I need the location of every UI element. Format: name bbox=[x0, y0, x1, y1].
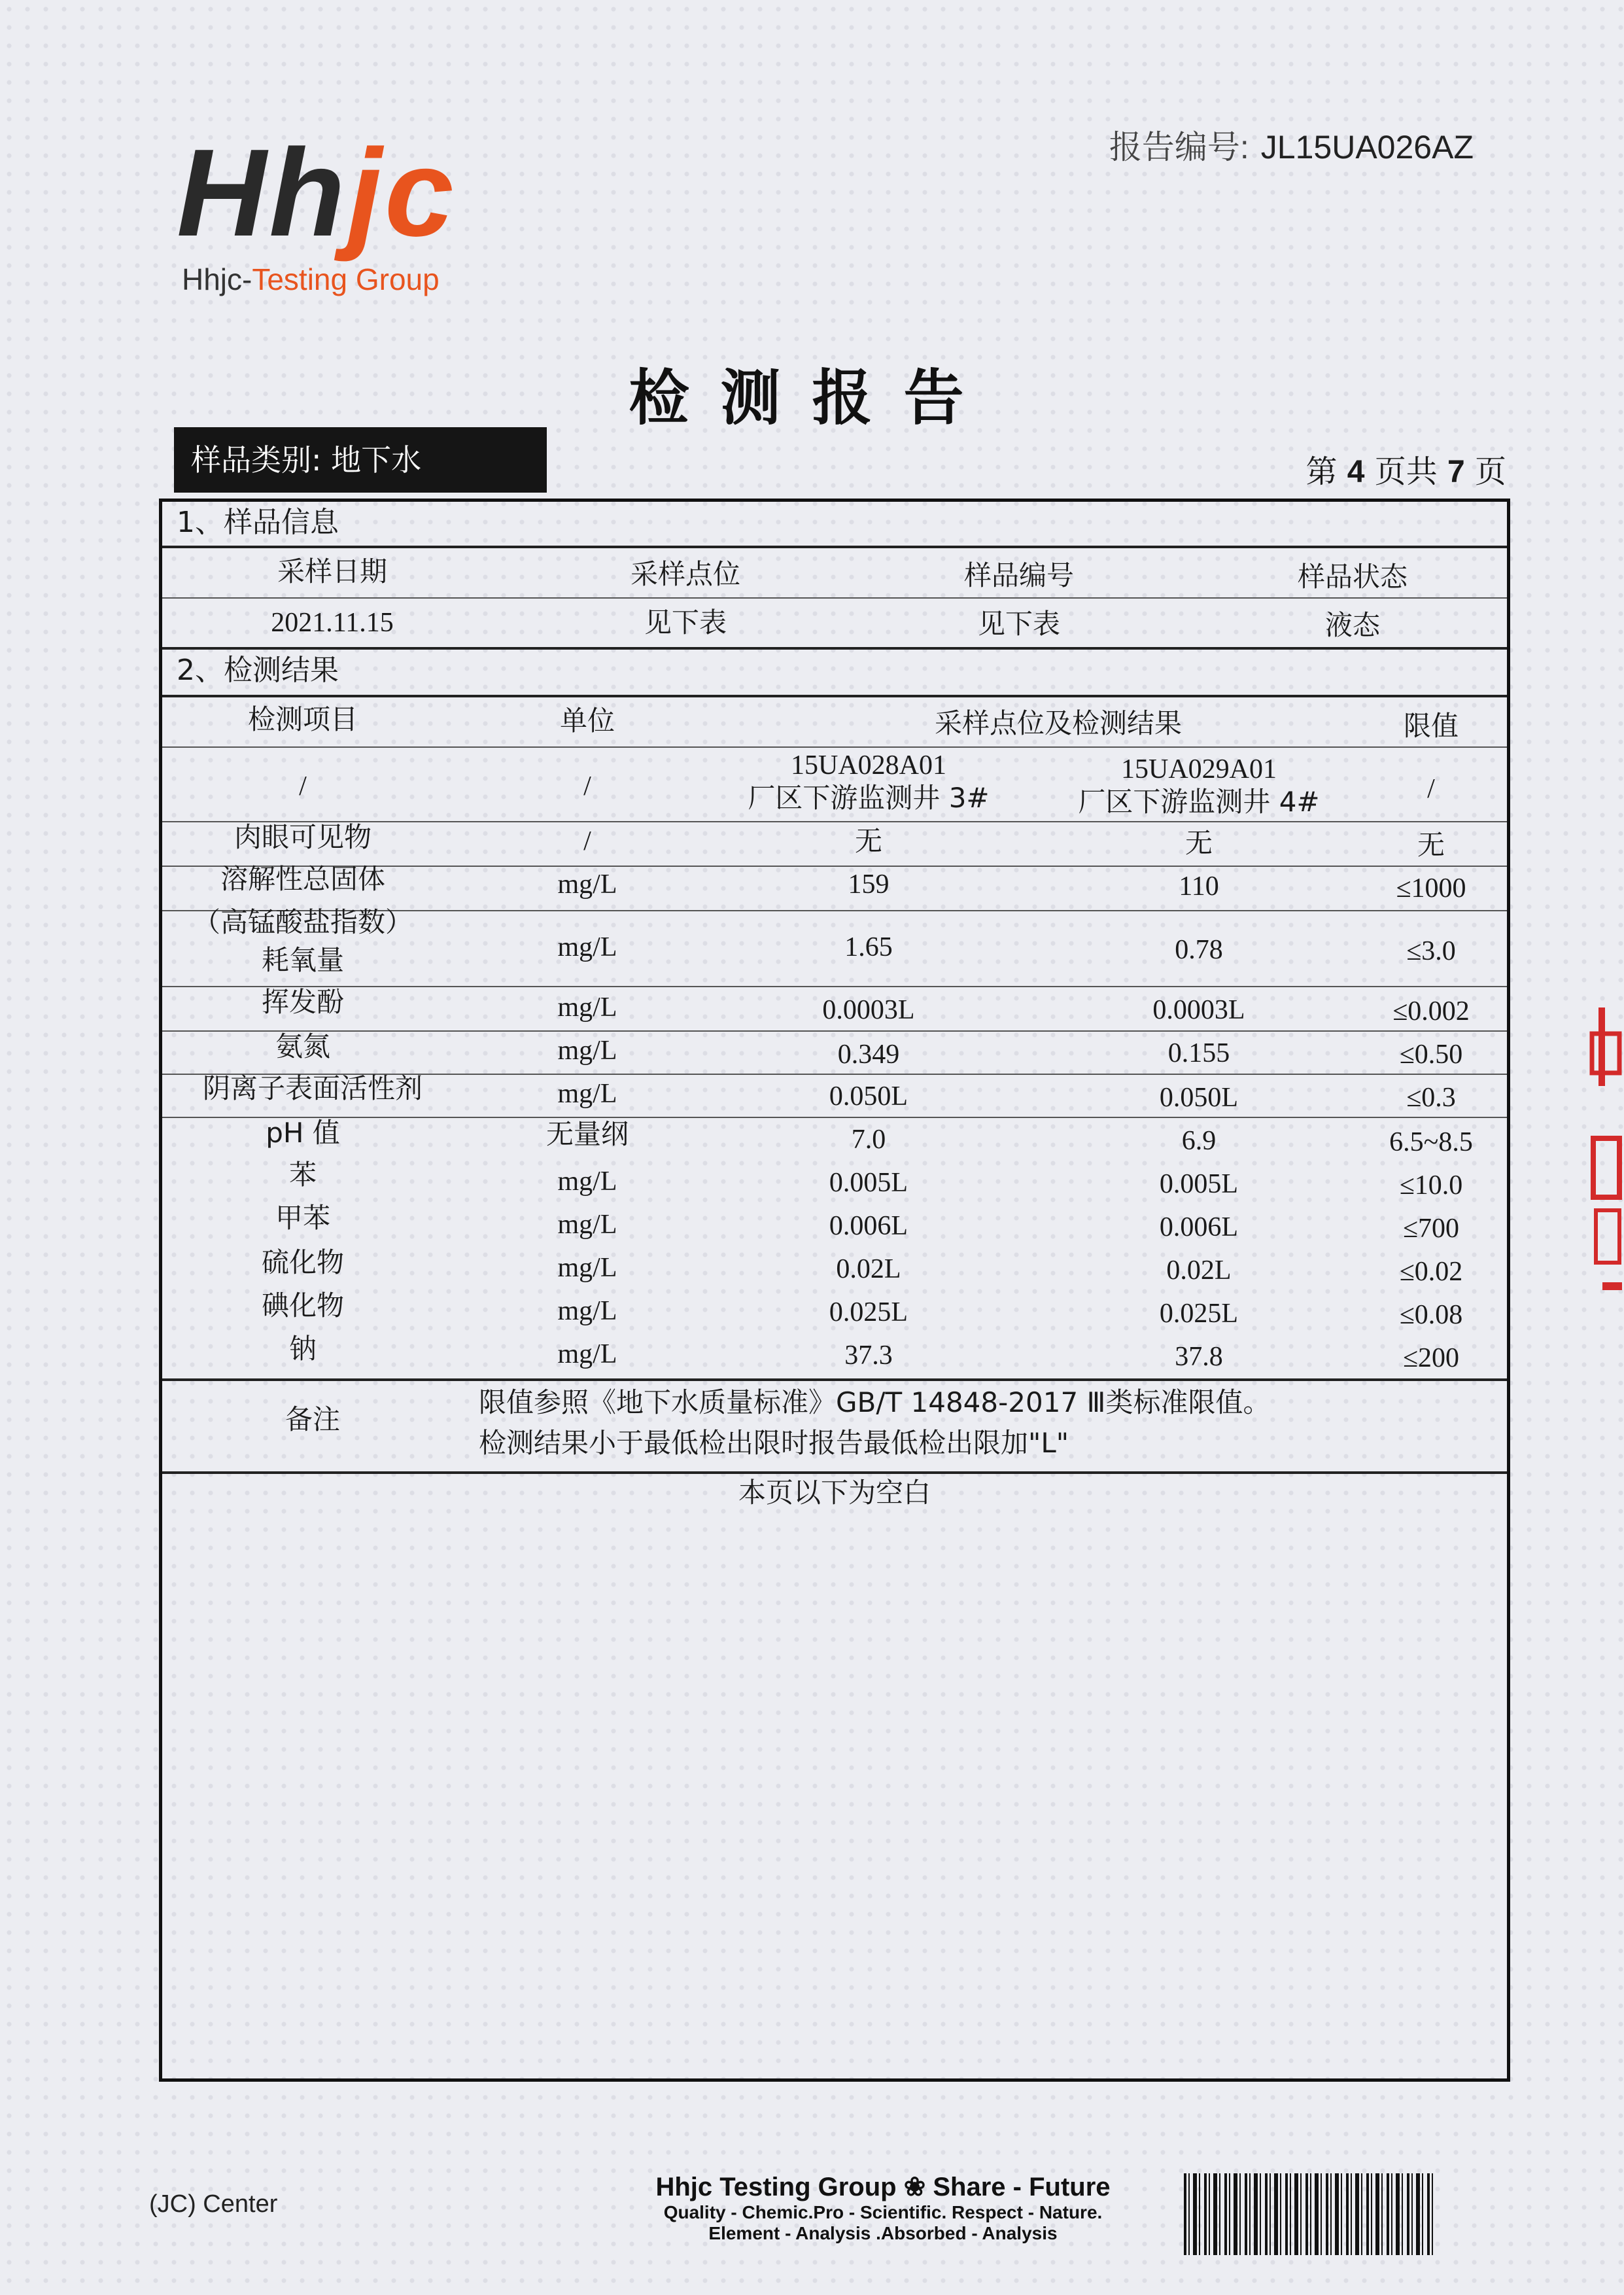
row-value-point-1: 0.349 bbox=[837, 1040, 900, 1070]
row-value-point-1: 37.3 bbox=[844, 1340, 893, 1371]
section-results-title: 2、检测结果 bbox=[177, 654, 339, 687]
row-item: 碘化物 bbox=[261, 1289, 344, 1322]
row-item: 甲苯 bbox=[275, 1202, 330, 1234]
row-unit: mg/L bbox=[557, 1339, 617, 1369]
row-limit: ≤0.08 bbox=[1399, 1300, 1463, 1330]
remarks-line-1: 限值参照《地下水质量标准》GB/T 14848-2017 Ⅲ类标准限值。 bbox=[479, 1386, 1271, 1418]
sample-category: 样品类别: 地下水 bbox=[174, 427, 547, 493]
document-title: 检测报告 bbox=[629, 363, 995, 433]
row-value-point-1: 0.02L bbox=[836, 1254, 901, 1284]
row-value-point-2: 无 bbox=[1184, 827, 1213, 859]
row-limit: ≤0.3 bbox=[1406, 1083, 1456, 1113]
header-sampling-date: 采样日期 bbox=[277, 555, 387, 587]
header-sampling-point: 采样点位 bbox=[630, 558, 740, 590]
row-value-point-1: 0.050L bbox=[829, 1081, 908, 1112]
footer-slogan: Hhjc Testing Group ❀ Share - Future Quality - Chemic.Pro - Scientific. Respect - Nature. Element - Analysis .Absorbed - Analysis bbox=[655, 2173, 1111, 2243]
row-value-point-2: 0.025L bbox=[1159, 1299, 1239, 1329]
flower-icon: ❀ bbox=[903, 2173, 926, 2201]
row-limit: ≤0.50 bbox=[1399, 1040, 1463, 1070]
row-value-point-2: 6.9 bbox=[1181, 1126, 1217, 1156]
value-sampling-date: 2021.11.15 bbox=[271, 608, 394, 638]
row-item: 苯 bbox=[288, 1159, 317, 1191]
divider bbox=[162, 746, 1507, 748]
row-unit: / bbox=[583, 826, 591, 856]
row-unit: mg/L bbox=[557, 932, 617, 962]
row-value-point-2: 0.050L bbox=[1159, 1083, 1239, 1113]
row-value-point-1: 0.0003L bbox=[822, 995, 915, 1025]
header-sampling-results: 采样点位及检测结果 bbox=[934, 707, 1182, 739]
subheader-item: / bbox=[299, 771, 307, 801]
row-value-point-2: 0.005L bbox=[1159, 1169, 1239, 1199]
row-value-point-2: 0.006L bbox=[1159, 1212, 1239, 1242]
row-item: 阴离子表面活性剂 bbox=[202, 1072, 423, 1104]
value-sampling-point: 见下表 bbox=[644, 606, 727, 639]
row-item: 氨氮 bbox=[275, 1030, 330, 1062]
row-value-point-2: 0.0003L bbox=[1152, 995, 1245, 1025]
row-item: 溶解性总固体 bbox=[220, 863, 385, 895]
row-item: 钠 bbox=[288, 1333, 317, 1365]
value-sample-state: 液态 bbox=[1324, 609, 1380, 641]
row-item: （高锰酸盐指数） 耗氧量 bbox=[192, 906, 413, 977]
row-unit: mg/L bbox=[557, 869, 617, 900]
divider bbox=[162, 546, 1507, 548]
row-item: pH 值 bbox=[266, 1117, 340, 1149]
header-sample-number: 样品编号 bbox=[963, 559, 1074, 591]
row-unit: mg/L bbox=[557, 1166, 617, 1197]
subheader-limit: / bbox=[1427, 774, 1435, 804]
row-unit: mg/L bbox=[557, 1079, 617, 1109]
divider bbox=[162, 647, 1507, 650]
row-limit: ≤700 bbox=[1402, 1214, 1460, 1244]
row-value-point-1: 无 bbox=[854, 825, 882, 857]
row-value-point-2: 37.8 bbox=[1175, 1342, 1223, 1372]
divider bbox=[162, 597, 1507, 599]
footer-center-label: (JC) Center bbox=[149, 2190, 278, 2218]
divider bbox=[162, 695, 1507, 697]
row-limit: 6.5~8.5 bbox=[1389, 1127, 1473, 1157]
row-unit: mg/L bbox=[557, 1296, 617, 1326]
row-unit: mg/L bbox=[557, 1253, 617, 1283]
row-limit: ≤0.002 bbox=[1392, 996, 1470, 1026]
row-unit: 无量纲 bbox=[545, 1118, 629, 1150]
row-value-point-1: 0.025L bbox=[829, 1297, 908, 1327]
company-logo: Hhjc bbox=[177, 124, 457, 262]
section-sample-info-title: 1、样品信息 bbox=[177, 506, 339, 539]
header-unit: 单位 bbox=[559, 705, 615, 737]
barcode-icon bbox=[1184, 2173, 1436, 2255]
row-value-point-1: 0.005L bbox=[829, 1168, 908, 1198]
company-logo-subtitle: Hhjc-Testing Group bbox=[182, 262, 440, 296]
divider bbox=[162, 1471, 1507, 1474]
row-value-point-2: 0.78 bbox=[1175, 935, 1223, 965]
row-unit: mg/L bbox=[557, 1210, 617, 1240]
row-item: 肉眼可见物 bbox=[233, 821, 371, 853]
report-frame bbox=[159, 499, 1510, 2082]
value-sample-number: 见下表 bbox=[977, 608, 1060, 640]
row-item: 挥发酚 bbox=[261, 986, 344, 1018]
row-value-point-1: 0.006L bbox=[829, 1211, 908, 1241]
blank-page-note: 本页以下为空白 bbox=[738, 1477, 931, 1509]
row-value-point-1: 7.0 bbox=[851, 1125, 886, 1155]
row-item: 硫化物 bbox=[261, 1246, 344, 1278]
row-limit: ≤1000 bbox=[1396, 873, 1466, 903]
remarks-line-2: 检测结果小于最低检出限时报告最低检出限加"L" bbox=[479, 1427, 1069, 1459]
page-indicator: 第 4 页共 7 页 bbox=[1305, 453, 1506, 490]
subheader-point-1: 15UA028A01 厂区下游监测井 3# bbox=[748, 750, 990, 815]
report-number: 报告编号: JL15UA026AZ bbox=[1109, 129, 1474, 166]
row-limit: ≤200 bbox=[1402, 1343, 1460, 1373]
red-stamp-icon bbox=[1589, 1007, 1624, 1322]
header-test-item: 检测项目 bbox=[247, 703, 358, 735]
row-value-point-2: 110 bbox=[1179, 871, 1219, 902]
row-unit: mg/L bbox=[557, 992, 617, 1023]
subheader-point-2: 15UA029A01 厂区下游监测井 4# bbox=[1078, 754, 1320, 818]
remarks-label: 备注 bbox=[285, 1403, 340, 1435]
row-limit: ≤3.0 bbox=[1406, 936, 1456, 966]
header-limit: 限值 bbox=[1403, 710, 1459, 742]
row-value-point-1: 159 bbox=[848, 869, 890, 900]
header-sample-state: 样品状态 bbox=[1297, 561, 1408, 593]
subheader-unit: / bbox=[583, 771, 591, 801]
row-limit: 无 bbox=[1417, 829, 1445, 861]
row-value-point-2: 0.02L bbox=[1166, 1255, 1232, 1286]
row-limit: ≤0.02 bbox=[1399, 1257, 1463, 1287]
row-limit: ≤10.0 bbox=[1399, 1170, 1463, 1200]
row-value-point-2: 0.155 bbox=[1167, 1038, 1230, 1068]
row-unit: mg/L bbox=[557, 1036, 617, 1066]
divider bbox=[162, 1378, 1507, 1381]
row-value-point-1: 1.65 bbox=[844, 932, 893, 962]
